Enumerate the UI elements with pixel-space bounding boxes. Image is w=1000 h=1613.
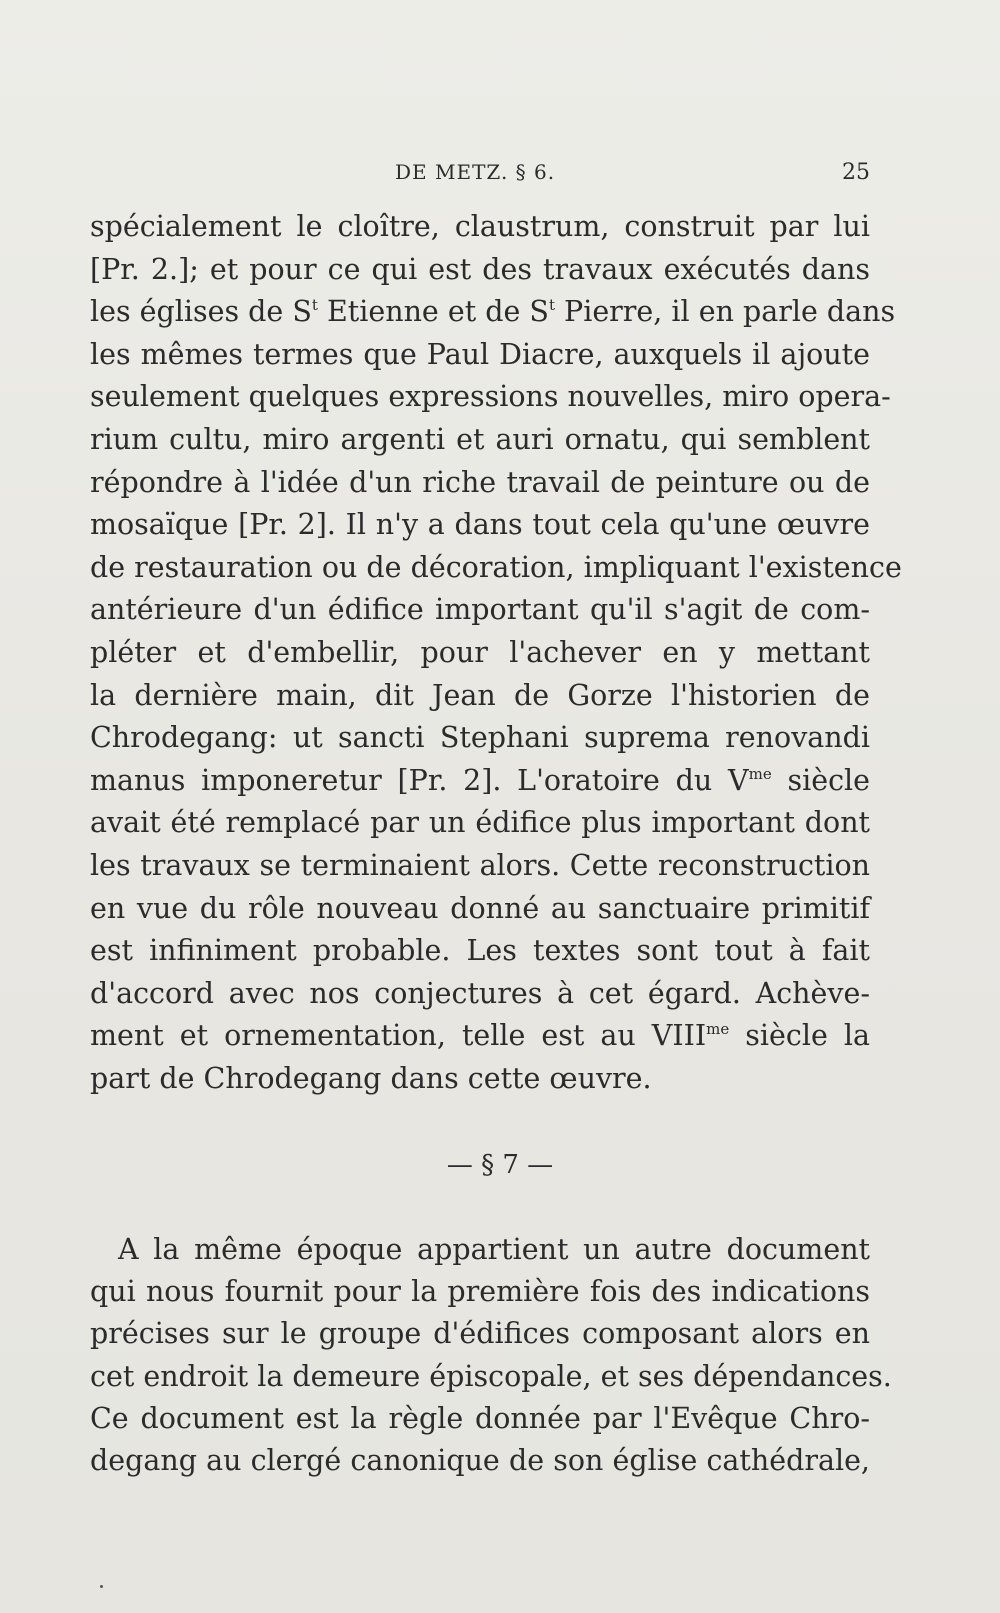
text-line: seulement quelques expressions nouvelles, miro opera- [90, 380, 891, 414]
text-line: est infiniment probable. Les textes sont tout à fait [90, 934, 870, 968]
text-span: manus imponeretur [Pr. 2]. L'oratoire du V [90, 763, 749, 797]
text-line: antérieure d'un édifice important qu'il s'agit de com- [90, 593, 870, 627]
text-line [90, 291, 896, 334]
page-number: 25 [842, 160, 870, 185]
running-head [90, 160, 870, 190]
text-line: Chrodegang: ut sancti Stephani suprema renovandi [90, 721, 870, 755]
superscript: me [706, 1020, 730, 1039]
text-span: ment et ornementation, telle est au VIII [90, 1019, 707, 1053]
text-span: siècle [771, 763, 871, 797]
text-line: mosaïque [Pr. 2]. Il n'y a dans tout cela qu'une œuvre [90, 508, 870, 542]
superscript: t [311, 296, 318, 315]
text-span: Etienne et de S [317, 295, 549, 329]
text-line: de restauration ou de décoration, impliquant l'existence [90, 550, 902, 584]
text-line: la dernière main, dit Jean de Gorze l'historien de [90, 678, 870, 712]
text-line: spécialement le cloître, claustrum, construit par lui [90, 210, 870, 243]
text-line: en vue du rôle nouveau donné au sanctuaire primitif [90, 891, 870, 925]
text-line: répondre à l'idée d'un riche travail de peinture ou de [90, 465, 870, 499]
text-line: degang au clergé canonique de son église cathédrale, [90, 1444, 870, 1478]
text-line: rium cultu, miro argenti et auri ornatu, qui semblent [90, 422, 870, 456]
text-line: Ce document est la règle donnée par l'Evêque Chro- [90, 1401, 870, 1435]
ink-speck [100, 1585, 103, 1588]
text-line [90, 760, 870, 803]
text-span: les églises de S [90, 295, 312, 329]
section-heading: — § 7 — [446, 1150, 554, 1180]
text-line: pléter et d'embellir, pour l'achever en y mettant [90, 635, 870, 669]
text-line: d'accord avec nos conjectures à cet égard. Achève- [90, 976, 870, 1010]
text-span: Pierre, il en parle dans [554, 295, 896, 329]
paragraph-1 [90, 206, 902, 1100]
paragraph-2 [90, 1229, 892, 1482]
superscript: me [748, 764, 772, 783]
text-line: les travaux se terminaient alors. Cette reconstruction [90, 848, 870, 882]
text-line: avait été remplacé par un édifice plus important dont [90, 806, 870, 840]
superscript: t [548, 296, 555, 315]
text-line: cet endroit la demeure épiscopale, et ses dépendances. [90, 1359, 892, 1393]
running-title: DE METZ. § 6. [395, 160, 556, 184]
text-line: [Pr. 2.]; et pour ce qui est des travaux exécutés dans [90, 252, 870, 286]
text-span: siècle la [729, 1019, 870, 1053]
text-line: part de Chrodegang dans cette œuvre. [90, 1061, 652, 1095]
text-line [90, 1015, 870, 1058]
text-line: qui nous fournit pour la première fois des indications [90, 1275, 870, 1309]
text-line: les mêmes termes que Paul Diacre, auxquels il ajoute [90, 337, 870, 371]
text-line: A la même époque appartient un autre document [118, 1233, 870, 1266]
text-line: précises sur le groupe d'édifices composant alors en [90, 1317, 870, 1351]
